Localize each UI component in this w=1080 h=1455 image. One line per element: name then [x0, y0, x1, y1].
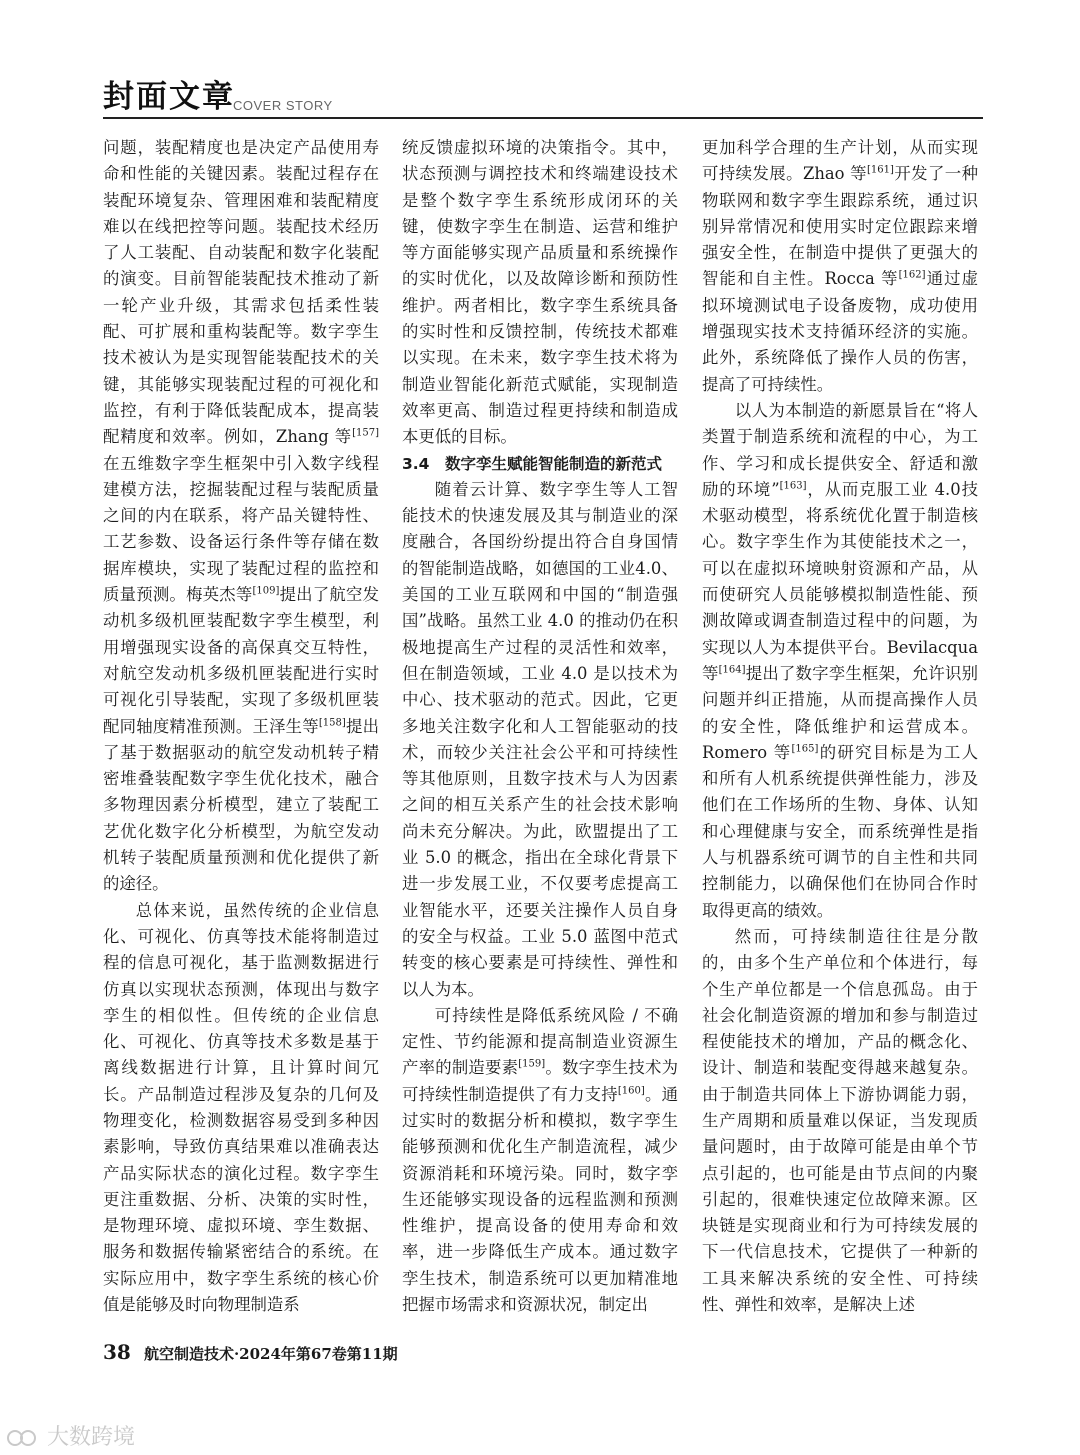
citation: [158] — [318, 717, 346, 729]
paragraph: 问题，装配精度也是决定产品使用寿命和性能的关键因素。装配过程存在装配环境复杂、管理困难和装配精度难以在线把控等问题。装配技术经历了人工装配、自动装配和数字化装配的演变。目前智能装配技术推动了新一轮产业升级，其需求包括柔性装配、可扩展和重构装配等。数字孪生技术被认为是实现智能装配技术的关键，其能够实现装配过程的可视化和监控，有利于降低装配成本，提高装配精度和效率。例如，Zhang 等[157]在五维数字孪生框架中引入数字线程建模方法，挖掘装配过程与装配质量之间的内在联系，将产品关键特性、工艺参数、设备运行条件等存储在数据库模块，实现了装配过程的监控和质量预测。梅英杰等[109]提出了航空发动机多级机匣装配数字孪生模型，利用增强现实设备的高保真交互特性，对航空发动机多级机匣装配进行实时可视化引导装配，实现了多级机匣装配同轴度精准预测。王泽生等[158]提出了基于数据驱动的航空发动机转子精密堆叠装配数字孪生优化技术，融合多物理因素分析模型，建立了装配工艺优化数字化分析模型，为航空发动机转子装配质量预测和优化提供了新的途径。 — [103, 138, 379, 894]
text-column-3 — [702, 135, 978, 1320]
citation: [165] — [791, 743, 819, 755]
journal-info: 航空制造技术·2024年第67卷第11期 — [143, 1345, 398, 1363]
citation: [162] — [898, 270, 926, 282]
paragraph: 随着云计算、数字孪生等人工智能技术的快速发展及其与制造业的深度融合，各国纷纷提出符合自身国情的智能制造战略，如德国的工业4.0、美国的工业互联网和中国的“制造强国”战略。虽然工业 4.0 的推动仍在积极地提高生产过程的灵活性和效率，但在制造领域，工业 4.0 是以技术为中心、技术驱动的范式。因此，它更多地关注数字化和人工智能驱动的技术，而较少关注社会公平和可持续性等其他原则，且数字技术与人为因素之间的相互关系产生的社会技术影响尚未充分解决。为此，欧盟提出了工业 5.0 的概念，指出在全球化背景下进一步发展工业，不仅要考虑提高工业智能水平，还要关注操作人员自身的安全与权益。工业 5.0 蓝图中范式转变的核心要素是可持续性、弹性和以人为本。 — [402, 479, 678, 999]
citation: [157] — [352, 427, 379, 439]
paragraph: 可持续性是降低系统风险 / 不确定性、节约能源和提高制造业资源生产率的制造要素[159]。数字孪生技术为可持续性制造提供了有力支持[160]。通过实时的数据分析和模拟，数字孪生能够预测和优化生产制造流程，减少资源消耗和环境污染。同时，数字孪生还能够实现设备的远程监测和预测性维护，提高设备的使用寿命和效率，进一步降低生产成本。通过数字孪生技术，制造系统可以更加精准地把握市场需求和资源状况，制定出 — [402, 1005, 678, 1315]
citation: [160] — [617, 1085, 645, 1097]
header-divider — [103, 117, 983, 119]
page-footer — [103, 1340, 703, 1370]
watermark-text: 大数跨境 — [47, 1425, 136, 1450]
citation: [159] — [518, 1058, 546, 1070]
watermark — [6, 1420, 135, 1450]
page-number: 38 — [103, 1340, 131, 1364]
paragraph: 更加科学合理的生产计划，从而实现可持续发展。Zhao 等[161]开发了一种物联网和数字孪生跟踪系统，通过识别异常情况和使用实时定位跟踪来增强安全性，在制造中提供了更强大的智能和自主性。Rocca 等[162]通过虚拟环境测试电子设备废物，成功使用增强现实技术支持循环经济的实施。此外，系统降低了操作人员的伤害，提高了可持续性。 — [702, 138, 978, 394]
watermark-logo-icon — [6, 1427, 40, 1449]
paragraph: 然而，可持续制造往往是分散的，由多个生产单位和个体进行，每个生产单位都是一个信息孤岛。由于社会化制造资源的增加和参与制造过程使能技术的增加，产品的概念化、设计、制造和装配变得越来越复杂。由于制造共同体上下游协调能力弱，生产周期和质量难以保证，当发现质量问题时，由于故障可能是由单个节点引起的，也可能是由节点间的内聚引起的，很难快速定位故障来源。区块链是实现商业和行为可持续发展的下一代信息技术，它提供了一种新的工具来解决系统的安全性、可持续性、弹性和效率，是解决上述 — [702, 926, 978, 1315]
citation: [161] — [867, 164, 894, 176]
page-header — [103, 78, 983, 118]
paragraph: 以人为本制造的新愿景旨在“将人类置于制造系统和流程的中心，为工作、学习和成长提供安全、舒适和激励的环境”[163]，从而克服工业 4.0技术驱动模型，将系统优化置于制造核心。数字孪生作为其使能技术之一，可以在虚拟环境映射资源和产品，从而使研究人员能够模拟制造性能、预测故障或调查制造过程中的问题，为实现以人为本提供平台。Bevilacqua 等[164]提出了数字孪生框架，允许识别问题并纠正措施，从而提高操作人员的安全性，降低维护和运营成本。Romero 等[165]的研究目标是为工人和所有人机系统提供弹性能力，涉及他们在工作场所的生物、身体、认知和心理健康与安全，而系统弹性是指人与机器系统可调节的自主性和共同控制能力，以确保他们在协同合作时取得更高的绩效。 — [702, 400, 978, 920]
paragraph: 总体来说，虽然传统的企业信息化、可视化、仿真等技术能将制造过程的信息可视化，基于监测数据进行仿真以实现状态预测，体现出与数字孪生的相似性。但传统的企业信息化、可视化、仿真等技术多数是基于离线数据进行计算，且计算时间冗长。产品制造过程涉及复杂的几何及物理变化，检测数据容易受到多种因素影响，导致仿真结果难以准确表达产品实际状态的演化过程。数字孪生更注重数据、分析、决策的实时性，是物理环境、虚拟环境、孪生数据、服务和数据传输紧密结合的系统。在实际应用中，数字孪生系统的核心价值是能够及时向物理制造系 — [103, 900, 379, 1315]
section-heading: 3.4 数字孪生赋能智能制造的新范式 — [402, 454, 662, 473]
section-subtitle: COVER STORY — [233, 98, 333, 113]
citation: [163] — [779, 480, 807, 492]
paragraph: 统反馈虚拟环境的决策指令。其中，状态预测与调控技术和终端建设技术是整个数字孪生系统形成闭环的关键，使数字孪生在制造、运营和维护等方面能够实现产品质量和系统操作的实时优化，以及故障诊断和预防性维护。两者相比，数字孪生系统具备的实时性和反馈控制，传统技术都难以实现。在未来，数字孪生技术将为制造业智能化新范式赋能，实现制造效率更高、制造过程更持续和制造成本更低的目标。 — [402, 138, 678, 447]
text-column-2 — [402, 135, 678, 1320]
section-title: 封面文章 — [103, 79, 235, 115]
text-column-1 — [103, 135, 379, 1320]
citation: [109] — [252, 585, 280, 597]
citation: [164] — [718, 664, 746, 676]
